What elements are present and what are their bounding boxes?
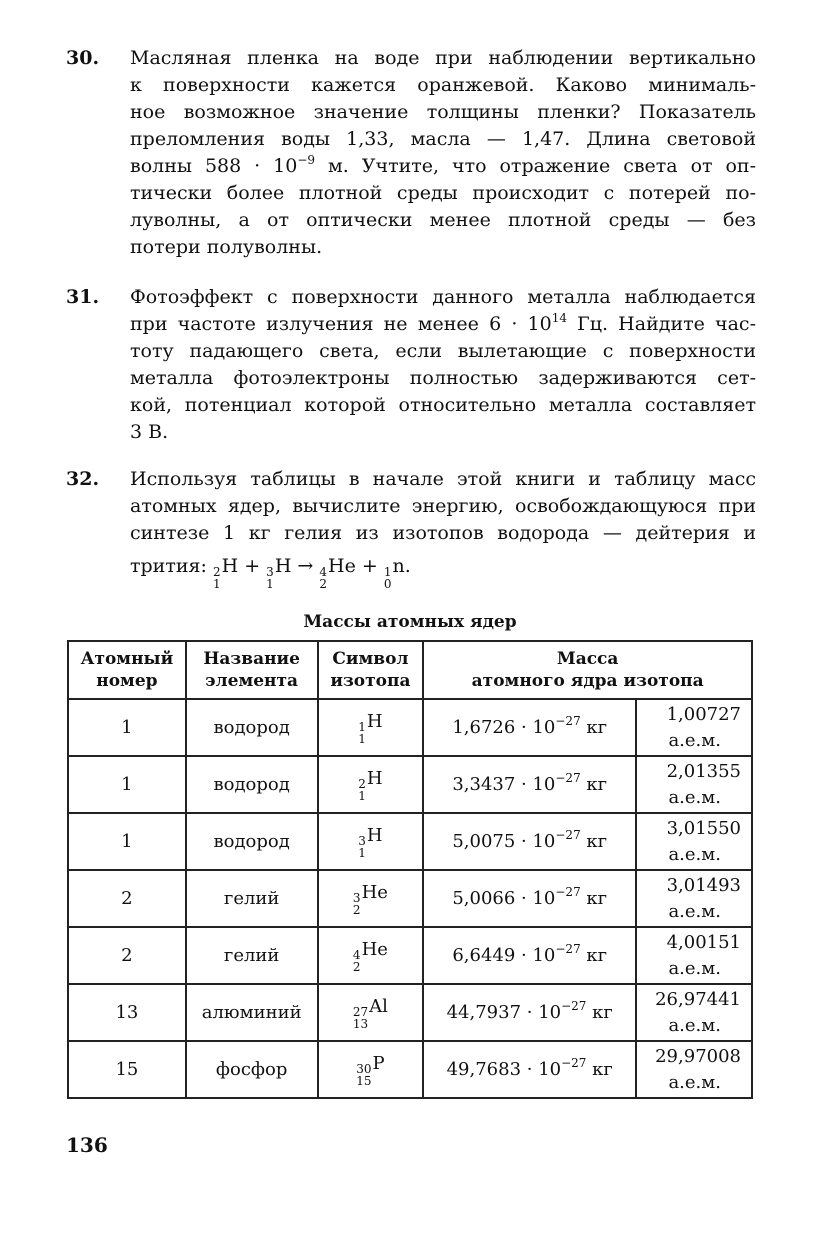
charge-number: 1 <box>266 577 274 591</box>
text-line: кой, потенциал которой относительно металла составляет <box>130 394 756 416</box>
cell-element-name: водород <box>186 699 318 756</box>
mass-number: 1 <box>358 719 366 734</box>
cell-mass-amu <box>636 813 752 870</box>
cell-element-name: водород <box>186 813 318 870</box>
cell-mass-amu <box>636 870 752 927</box>
amu-value: 4,00151 <box>666 931 741 953</box>
cell-mass-amu <box>636 984 752 1041</box>
plus-sign: + <box>355 555 384 577</box>
mass-unit: кг <box>580 831 608 852</box>
amu-unit: а.е.м. <box>668 900 721 922</box>
mass-unit: кг <box>580 717 608 738</box>
text-line: синтезе 1 кг гелия из изотопов водорода — дейтерия и <box>130 522 756 544</box>
mass-value: 6,6449 · 10 <box>452 945 556 966</box>
equation-line <box>130 553 756 590</box>
cell-element-name: гелий <box>186 927 318 984</box>
amu-value: 2,01355 <box>666 760 741 782</box>
problem-text <box>130 466 756 590</box>
text-line: атомных ядер, вычислите энергию, освобождающуюся при <box>130 495 756 517</box>
cell-mass-amu <box>636 699 752 756</box>
isotope-deuterium <box>213 553 238 590</box>
page-number: 136 <box>66 1133 108 1157</box>
element-symbol: He <box>328 555 356 577</box>
exponent: −27 <box>555 714 581 728</box>
element-symbol: P <box>372 1052 385 1074</box>
table-row <box>68 927 752 984</box>
table-row <box>68 813 752 870</box>
mass-value: 5,0075 · 10 <box>452 831 556 852</box>
exponent: −9 <box>297 153 316 167</box>
cell-isotope-symbol <box>318 927 424 984</box>
text-fragment: Гц. Найдите час- <box>567 313 756 335</box>
header-text: Символ <box>332 649 409 669</box>
amu-unit: а.е.м. <box>668 1014 721 1036</box>
cell-mass-amu <box>636 756 752 813</box>
table-header-row <box>68 641 752 699</box>
charge-number: 15 <box>356 1073 372 1088</box>
amu-value: 3,01550 <box>666 817 741 839</box>
cell-element-name: гелий <box>186 870 318 927</box>
isotope-helium <box>319 553 355 590</box>
isotope-symbol <box>356 1053 384 1087</box>
problem-number: 31. <box>66 286 100 308</box>
table-row <box>68 870 752 927</box>
plus-sign: + <box>238 555 267 577</box>
mass-number: 30 <box>356 1061 372 1076</box>
amu-unit: а.е.м. <box>668 843 721 865</box>
element-symbol: H <box>274 555 292 577</box>
cell-atomic-number: 1 <box>68 699 186 756</box>
text-fragment: трития: <box>130 555 213 577</box>
header-text: атомного ядра изотопа <box>471 671 704 691</box>
table-row <box>68 984 752 1041</box>
mass-number: 3 <box>266 565 274 579</box>
charge-number: 2 <box>319 577 328 591</box>
text-fragment: м. Учтите, что отражение света от оп- <box>315 155 757 177</box>
charge-number: 13 <box>352 1016 369 1031</box>
cell-isotope-symbol <box>318 1041 424 1098</box>
isotope-symbol <box>353 996 388 1030</box>
cell-element-name: фосфор <box>186 1041 318 1098</box>
atomic-masses-table <box>67 640 753 1099</box>
mass-unit: кг <box>580 945 608 966</box>
cell-element-name: алюминий <box>186 984 318 1041</box>
header-text: номер <box>96 671 158 691</box>
charge-number: 2 <box>352 902 361 917</box>
mass-number: 4 <box>352 947 361 962</box>
mass-unit: кг <box>586 1059 613 1080</box>
cell-atomic-number: 15 <box>68 1041 186 1098</box>
text-line <box>130 153 756 180</box>
mass-number: 3 <box>358 833 366 848</box>
mass-unit: кг <box>580 774 608 795</box>
mass-unit: кг <box>586 1002 613 1023</box>
exponent: −27 <box>555 828 581 842</box>
amu-unit: а.е.м. <box>668 786 721 808</box>
text-line: к поверхности кажется оранжевой. Каково минималь- <box>130 74 756 96</box>
exponent: −27 <box>561 1056 587 1070</box>
cell-atomic-number: 2 <box>68 927 186 984</box>
mass-value: 5,0066 · 10 <box>452 888 556 909</box>
cell-mass-kg <box>423 756 636 813</box>
header-element-name <box>186 641 318 699</box>
cell-atomic-number: 2 <box>68 870 186 927</box>
amu-unit: а.е.м. <box>668 1071 721 1093</box>
charge-number: 1 <box>358 731 366 746</box>
element-symbol: H <box>366 824 383 846</box>
text-line: луволны, а от оптически менее плотной среды — без <box>130 209 756 231</box>
isotope-symbol <box>353 939 388 973</box>
text-line: тоту падающего света, если вылетающие с поверхности <box>130 340 756 362</box>
mass-value: 1,6726 · 10 <box>452 717 556 738</box>
table-title: Массы атомных ядер <box>303 612 517 632</box>
exponent: 14 <box>551 311 567 325</box>
table-row <box>68 1041 752 1098</box>
amu-unit: а.е.м. <box>668 729 721 751</box>
table-row <box>68 756 752 813</box>
cell-mass-amu <box>636 1041 752 1098</box>
charge-number: 2 <box>352 959 361 974</box>
amu-value: 1,00727 <box>666 703 741 725</box>
mass-number: 3 <box>352 890 361 905</box>
element-symbol: He <box>361 938 388 960</box>
mass-number: 1 <box>383 565 392 579</box>
cell-isotope-symbol <box>318 756 424 813</box>
amu-value: 3,01493 <box>666 874 741 896</box>
header-text: Масса <box>556 649 619 669</box>
cell-atomic-number: 1 <box>68 813 186 870</box>
header-isotope-symbol <box>318 641 424 699</box>
problem-text <box>130 284 756 446</box>
problem-text <box>130 45 756 261</box>
isotope-symbol <box>358 825 382 859</box>
amu-unit: а.е.м. <box>668 957 721 979</box>
isotope-tritium <box>266 553 291 590</box>
text-fragment: при частоте излучения не менее 6 · 10 <box>130 313 552 335</box>
cell-element-name: водород <box>186 756 318 813</box>
cell-mass-kg <box>423 927 636 984</box>
cell-mass-kg <box>423 984 636 1041</box>
cell-mass-kg <box>423 699 636 756</box>
exponent: −27 <box>555 885 581 899</box>
mass-value: 3,3437 · 10 <box>452 774 556 795</box>
cell-atomic-number: 1 <box>68 756 186 813</box>
header-nucleus-mass <box>423 641 752 699</box>
reaction-arrow: → <box>291 555 320 577</box>
cell-isotope-symbol <box>318 870 424 927</box>
text-line: потери полуволны. <box>130 236 323 258</box>
mass-number: 2 <box>358 776 366 791</box>
cell-isotope-symbol <box>318 699 424 756</box>
text-line: 3 В. <box>130 421 169 443</box>
mass-number: 2 <box>212 565 221 579</box>
text-line <box>130 311 756 338</box>
problem-number: 30. <box>66 47 100 69</box>
element-symbol: H <box>366 710 383 732</box>
mass-value: 44,7937 · 10 <box>446 1002 562 1023</box>
isotope-symbol <box>353 882 388 916</box>
mass-value: 49,7683 · 10 <box>446 1059 562 1080</box>
cell-mass-kg <box>423 870 636 927</box>
element-symbol: H <box>366 767 383 789</box>
cell-mass-kg <box>423 1041 636 1098</box>
isotope-symbol <box>358 768 382 802</box>
cell-atomic-number: 13 <box>68 984 186 1041</box>
element-symbol: He <box>361 881 388 903</box>
charge-number: 1 <box>358 845 366 860</box>
charge-number: 0 <box>383 577 392 591</box>
header-text: элемента <box>205 671 299 691</box>
text-line: преломления воды 1,33, масла — 1,47. Длина световой <box>130 128 756 150</box>
header-text: изотопа <box>330 671 411 691</box>
exponent: −27 <box>561 999 587 1013</box>
cell-isotope-symbol <box>318 813 424 870</box>
mass-number: 4 <box>319 565 328 579</box>
mass-unit: кг <box>580 888 608 909</box>
isotope-symbol <box>358 711 382 745</box>
table-row <box>68 699 752 756</box>
exponent: −27 <box>555 771 581 785</box>
text-fragment: волны 588 · 10 <box>130 155 298 177</box>
amu-value: 26,97441 <box>655 988 741 1010</box>
text-line: ное возможное значение толщины пленки? Показатель <box>130 101 756 123</box>
cell-mass-kg <box>423 813 636 870</box>
element-symbol: H <box>221 555 239 577</box>
text-line: Фотоэффект с поверхности данного металла наблюдается <box>130 286 756 308</box>
exponent: −27 <box>555 942 581 956</box>
mass-number: 27 <box>352 1004 369 1019</box>
charge-number: 1 <box>212 577 221 591</box>
charge-number: 1 <box>358 788 366 803</box>
amu-value: 29,97008 <box>655 1045 741 1067</box>
element-symbol: Al <box>369 995 388 1017</box>
text-line: тически более плотной среды происходит с потерей по- <box>130 182 756 204</box>
text-line: Масляная пленка на воде при наблюдении вертикально <box>130 47 756 69</box>
neutron <box>384 553 405 590</box>
header-text: Название <box>203 649 300 669</box>
header-atomic-number <box>68 641 186 699</box>
text-fragment: . <box>404 555 411 577</box>
text-line: металла фотоэлектроны полностью задерживаются сет- <box>130 367 756 389</box>
element-symbol: n <box>392 555 405 577</box>
cell-mass-amu <box>636 927 752 984</box>
cell-isotope-symbol <box>318 984 424 1041</box>
problem-number: 32. <box>66 468 100 490</box>
header-text: Атомный <box>80 649 174 669</box>
text-line: Используя таблицы в начале этой книги и таблицу масс <box>130 468 756 490</box>
